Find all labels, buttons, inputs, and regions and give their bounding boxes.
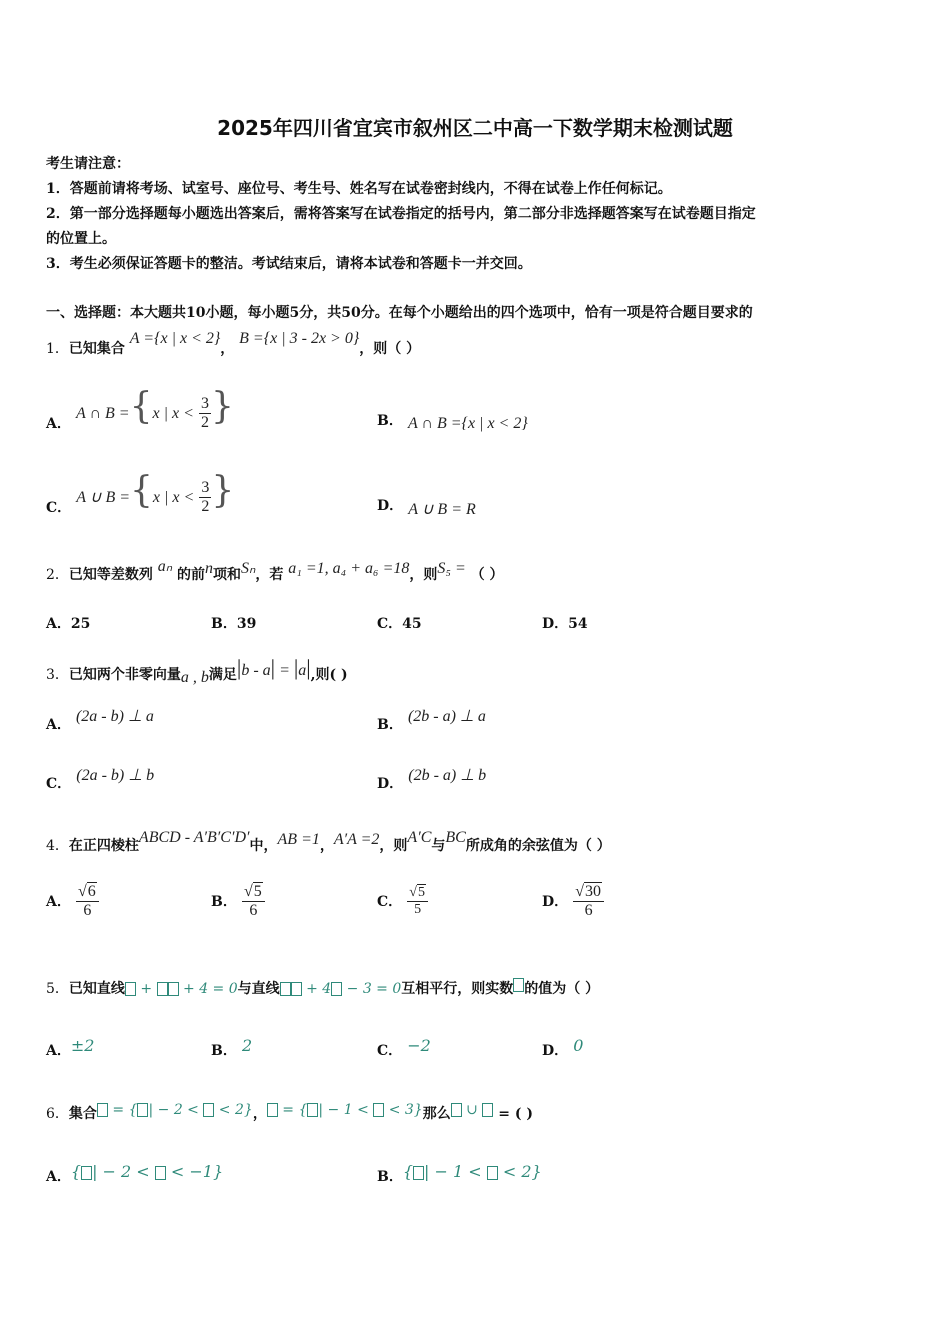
denominator: 6 [249, 902, 258, 919]
stem-text: 已知集合 [68, 341, 125, 357]
placeholder-glyph [155, 1166, 166, 1180]
stem-text: 已知直线 [68, 981, 125, 997]
option-a[interactable] [46, 706, 154, 733]
condition-right: a [298, 662, 307, 679]
option-text: 54 [568, 616, 588, 632]
option-lhs: A ∪ B = [76, 489, 131, 506]
sum-s5: S₅ = [437, 560, 466, 577]
question-number: 4． [46, 838, 69, 854]
option-text: (2b - a) ⊥ a [407, 708, 486, 725]
set-a: A ={x | x < 2} [129, 330, 221, 347]
stem-text: ，则 [409, 567, 438, 583]
denominator: 2 [200, 414, 209, 431]
stem-tail: ，则（ ） [359, 341, 421, 357]
option-c[interactable] [377, 885, 428, 918]
option-c[interactable] [377, 613, 422, 633]
question-number: 5． [46, 981, 69, 997]
option-label: B． [211, 1043, 237, 1059]
placeholder-glyph [513, 978, 524, 992]
option-part: { [402, 1162, 414, 1181]
notes-heading: 考生请注意： [46, 156, 130, 172]
question-2-stem [46, 558, 504, 584]
numerator: 5 [253, 883, 262, 900]
option-c[interactable] [46, 470, 234, 516]
condition-left: b - a [241, 662, 271, 679]
set-a-part: = { [107, 1102, 138, 1118]
option-a[interactable] [46, 386, 234, 432]
stem-text: 那么 [422, 1106, 451, 1122]
question-1-stem [46, 330, 421, 358]
placeholder-glyph [267, 1103, 278, 1117]
line-2-part: + 4 [301, 981, 332, 997]
option-rest: x | x < [152, 489, 195, 506]
option-label: B． [211, 616, 237, 632]
fraction: $\frac{√5}{6}$ [242, 883, 265, 920]
option-d[interactable] [542, 1036, 584, 1060]
placeholder-glyph [137, 1103, 148, 1117]
placeholder-glyph [280, 982, 291, 996]
placeholder-glyph [97, 1103, 108, 1117]
stem-text: 项和 [213, 567, 242, 583]
option-label: A． [46, 616, 71, 632]
option-text: −2 [407, 1036, 431, 1055]
option-d[interactable] [377, 765, 487, 792]
option-label: C． [377, 616, 403, 632]
denominator: 6 [584, 902, 593, 919]
question-number: 1． [46, 341, 69, 357]
fraction: $\frac{√6}{6}$ [76, 883, 99, 920]
option-part: | − 2 < [92, 1162, 155, 1181]
option-part: < −1} [165, 1162, 224, 1181]
option-c[interactable] [377, 1036, 431, 1060]
question-number: 2． [46, 567, 69, 583]
option-label: C． [377, 1043, 403, 1059]
denominator: 2 [201, 498, 210, 515]
edge-ab: AB =1 [277, 831, 320, 848]
stem-text: ， [319, 838, 334, 854]
option-a[interactable] [46, 1036, 95, 1060]
stem-text: 集合 [68, 1106, 97, 1122]
union-symbol: ∪ [461, 1102, 483, 1118]
left-brace: { [130, 470, 153, 511]
option-text: (2a - b) ⊥ b [76, 767, 155, 784]
option-label: B． [377, 413, 403, 429]
question-6-stem [46, 1103, 533, 1123]
option-label: A． [46, 1043, 71, 1059]
set-a-part: | − 2 < [148, 1102, 204, 1118]
option-label: A． [46, 894, 71, 910]
numerator: 6 [87, 883, 96, 900]
stem-text: 的前 [177, 567, 206, 583]
placeholder-glyph [451, 1103, 462, 1117]
stem-text: 在正四棱柱 [68, 838, 139, 854]
option-text: A ∩ B ={x | x < 2} [407, 415, 528, 432]
denominator: 6 [83, 902, 92, 919]
right-brace: } [210, 386, 234, 427]
option-b[interactable] [377, 1162, 542, 1186]
option-label: B． [377, 717, 403, 733]
option-part: { [70, 1162, 82, 1181]
set-a-part: < 2} [214, 1102, 253, 1118]
question-number: 6． [46, 1106, 69, 1122]
option-label: B． [211, 894, 237, 910]
option-text: 25 [70, 616, 91, 632]
option-part: < 2} [497, 1162, 542, 1181]
option-label: C． [377, 894, 403, 910]
option-label: D． [542, 616, 569, 632]
line-2-part: − 3 = 0 [342, 981, 402, 997]
placeholder-glyph [157, 982, 168, 996]
note-item: 1．答题前请将考场、试室号、座位号、考生号、姓名写在试卷密封线内，不得在试卷上作任何标记。 [46, 181, 672, 197]
vector-vars: a , b [180, 669, 209, 686]
set-b-part: = { [277, 1102, 308, 1118]
placeholder-glyph [331, 982, 342, 996]
fraction [199, 479, 211, 516]
option-b[interactable] [211, 883, 265, 920]
option-lhs: A ∩ B = [75, 405, 130, 422]
option-label: D． [542, 894, 569, 910]
line-bc: BC [445, 829, 466, 846]
note-item: 2．第一部分选择题每小题选出答案后，需将答案写在试卷指定的括号内，第二部分非选择题答案写在试卷题目指定 [46, 206, 756, 222]
placeholder-glyph [291, 982, 302, 996]
stem-tail: ,则( ) [310, 667, 348, 683]
stem-text: 与 [431, 838, 446, 854]
option-a[interactable] [46, 883, 99, 920]
option-label: B． [377, 1169, 403, 1185]
fraction: $\frac{√30}{6}$ [573, 883, 604, 920]
option-b[interactable] [211, 1036, 253, 1060]
stem-text: 与直线 [237, 981, 280, 997]
placeholder-glyph [307, 1103, 318, 1117]
option-label: C． [46, 500, 72, 516]
note-item: 3．考生必须保证答题卡的整洁。考试结束后，请将本试卷和答题卡一并交回。 [46, 256, 532, 272]
option-label: D． [377, 776, 404, 792]
line-1-part: + [135, 981, 157, 997]
placeholder-glyph [203, 1103, 214, 1117]
placeholder-glyph [482, 1103, 493, 1117]
var-n: n [205, 560, 214, 577]
option-label: D． [542, 1043, 569, 1059]
option-label: A． [46, 416, 71, 432]
option-text: 0 [573, 1036, 584, 1055]
option-text: A ∪ B = R [408, 501, 476, 518]
set-b: B ={x | 3 - 2x > 0} [239, 330, 360, 347]
option-text: ±2 [70, 1036, 95, 1055]
option-label: D． [377, 498, 404, 514]
option-a[interactable] [46, 613, 90, 633]
sequence: aₙ [157, 558, 173, 575]
separator: ， [252, 1106, 267, 1122]
condition: a₁ =1, a₄ + a₆ =18 [288, 560, 410, 577]
stem-text: 已知两个非零向量 [68, 667, 181, 683]
placeholder-glyph [487, 1166, 498, 1180]
stem-tail: 的值为（ ） [524, 981, 600, 997]
line-ac: A′C [407, 829, 432, 846]
option-c[interactable] [46, 765, 155, 792]
stem-tail: （ ） [470, 567, 504, 583]
option-d[interactable] [377, 495, 476, 518]
option-text: (2a - b) ⊥ a [75, 708, 154, 725]
placeholder-glyph [168, 982, 179, 996]
edge-aa: A′A =2 [333, 831, 380, 848]
denominator: 5 [414, 902, 422, 917]
numerator: 5 [417, 885, 425, 900]
option-label: A． [46, 1169, 71, 1185]
question-number: 3． [46, 667, 69, 683]
set-b-part: | − 1 < [318, 1102, 374, 1118]
option-part: | − 1 < [424, 1162, 487, 1181]
stem-tail: = ( ) [493, 1106, 533, 1122]
sum-sn: Sₙ [241, 560, 256, 577]
option-b[interactable] [211, 613, 256, 633]
page-title: 2025年四川省宜宾市叙州区二中高一下数学期末检测试题 [217, 116, 733, 140]
option-d[interactable] [542, 883, 604, 920]
option-text: 45 [402, 616, 422, 632]
stem-text: 中， [249, 838, 278, 854]
left-brace: { [129, 386, 153, 427]
numerator: 3 [200, 395, 209, 412]
question-4-stem [46, 829, 611, 855]
option-label: A． [46, 717, 71, 733]
stem-tail: 所成角的余弦值为（ ） [465, 838, 611, 854]
fraction [199, 395, 211, 432]
option-text: 2 [241, 1036, 253, 1055]
option-rest: x | x < [152, 405, 194, 422]
set-b-part: < 3} [384, 1102, 423, 1118]
placeholder-glyph [125, 982, 136, 996]
stem-text: 满足 [208, 667, 237, 683]
numerator: 30 [585, 883, 602, 900]
prism-name: ABCD - A′B′C′D′ [138, 829, 250, 846]
option-text: 39 [236, 616, 257, 632]
option-a[interactable] [46, 1162, 224, 1186]
question-3-stem: 3．已知两个非零向量a , b满足|b - a| = |a|,则( ) [46, 655, 348, 686]
option-label: C． [46, 776, 72, 792]
numerator: 3 [201, 479, 210, 496]
note-item: 的位置上。 [46, 231, 116, 247]
option-d[interactable] [542, 613, 588, 633]
stem-text: 互相平行，则实数 [401, 981, 514, 997]
stem-text: ，若 [255, 567, 284, 583]
option-b[interactable] [377, 706, 486, 733]
right-brace: } [211, 470, 235, 511]
question-5-stem [46, 978, 599, 998]
stem-text: ，则 [379, 838, 408, 854]
stem-text: 已知等差数列 [68, 567, 153, 583]
option-text: (2b - a) ⊥ b [408, 767, 487, 784]
option-b[interactable] [377, 410, 528, 430]
separator: ， [220, 341, 235, 357]
placeholder-glyph [413, 1166, 424, 1180]
section-heading: 一、选择题：本大题共10小题，每小题5分，共50分。在每个小题给出的四个选项中，恰有一项是符合题目要求的 [46, 305, 753, 321]
placeholder-glyph [373, 1103, 384, 1117]
placeholder-glyph [81, 1166, 92, 1180]
fraction: $\frac{√5}{5}$ [407, 885, 428, 918]
line-1-part: + 4 = 0 [178, 981, 238, 997]
